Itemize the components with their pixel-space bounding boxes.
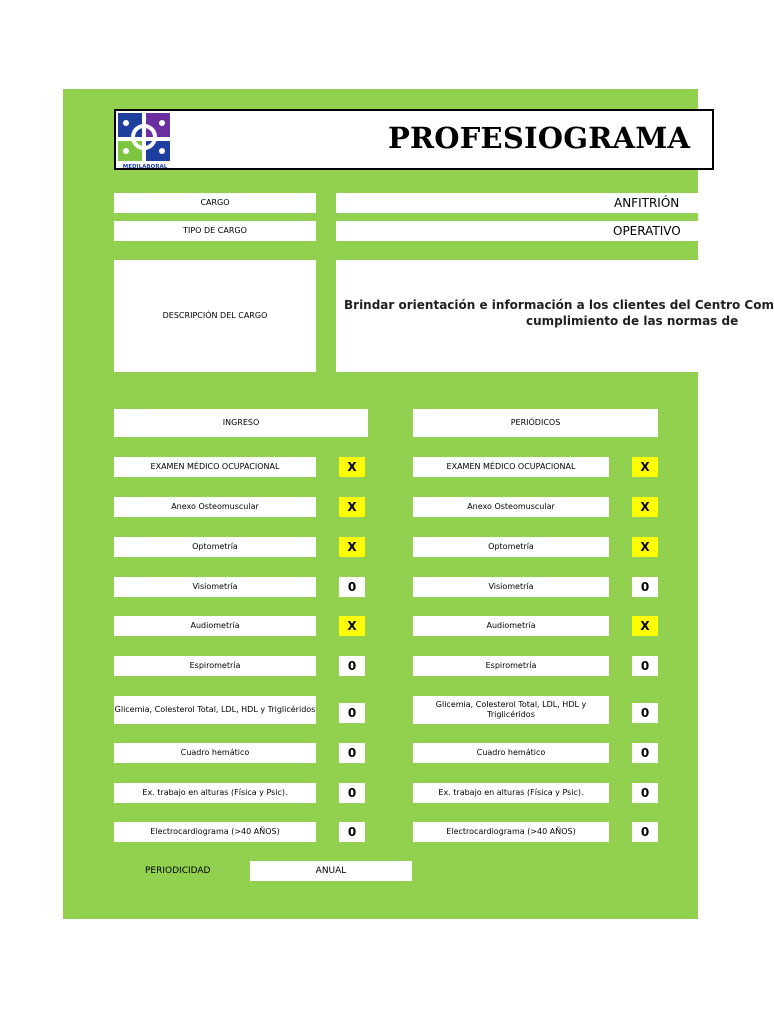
- descripcion-line-1: Brindar orientación e información a los clientes del Centro Com: [344, 298, 774, 312]
- periodicos-exam-label: EXAMEN MÉDICO OCUPACIONAL: [413, 457, 609, 477]
- ingreso-exam-mark: 0: [339, 743, 365, 763]
- cargo-value: ANFITRIÓN: [336, 193, 698, 213]
- descripcion-label: DESCRIPCIÓN DEL CARGO: [114, 260, 316, 372]
- ingreso-exam-label: Espirometría: [114, 656, 316, 676]
- periodicos-exam-label: Anexo Osteomuscular: [413, 497, 609, 517]
- descripcion-line-2: cumplimiento de las normas de: [526, 314, 739, 328]
- periodicos-exam-mark: X: [632, 537, 658, 557]
- periodicos-exam-mark: 0: [632, 656, 658, 676]
- periodicos-exam-label: Electrocardiograma (>40 AÑOS): [413, 822, 609, 842]
- ingreso-exam-label: Optometría: [114, 537, 316, 557]
- page-title: PROFESIOGRAMA: [388, 121, 691, 155]
- periodicos-exam-mark: X: [632, 497, 658, 517]
- cargo-label: CARGO: [114, 193, 316, 213]
- periodicos-exam-mark: X: [632, 616, 658, 636]
- periodicos-exam-mark: 0: [632, 703, 658, 723]
- ingreso-exam-label: Electrocardiograma (>40 AÑOS): [114, 822, 316, 842]
- periodicos-exam-label: Ex. trabajo en alturas (Física y Psic).: [413, 783, 609, 803]
- ingreso-exam-label: Cuadro hemático: [114, 743, 316, 763]
- ingreso-exam-mark: X: [339, 537, 365, 557]
- ingreso-exam-label: Anexo Osteomuscular: [114, 497, 316, 517]
- periodicos-exam-mark: 0: [632, 577, 658, 597]
- ingreso-exam-mark: X: [339, 497, 365, 517]
- ingreso-exam-mark: 0: [339, 703, 365, 723]
- periodicos-exam-mark: 0: [632, 822, 658, 842]
- periodicos-exam-label: Visiometría: [413, 577, 609, 597]
- svg-text:MEDILABORAL: MEDILABORAL: [122, 164, 168, 170]
- periodicos-exam-label: Optometría: [413, 537, 609, 557]
- periodicos-exam-label: Audiometría: [413, 616, 609, 636]
- ingreso-exam-label: Audiometría: [114, 616, 316, 636]
- ingreso-exam-label: EXAMEN MÉDICO OCUPACIONAL: [114, 457, 316, 477]
- ingreso-exam-label: Visiometría: [114, 577, 316, 597]
- periodicos-exam-label: Glicemia, Colesterol Total, LDL, HDL y Triglicéridos: [413, 696, 609, 724]
- tipo-cargo-label: TIPO DE CARGO: [114, 221, 316, 241]
- ingreso-exam-label: Glicemia, Colesterol Total, LDL, HDL y Triglicéridos: [114, 696, 316, 724]
- periodicos-exam-label: Cuadro hemático: [413, 743, 609, 763]
- ingreso-exam-mark: 0: [339, 656, 365, 676]
- ingreso-exam-mark: 0: [339, 783, 365, 803]
- tipo-cargo-value: OPERATIVO: [336, 221, 698, 241]
- descripcion-value: [336, 260, 774, 372]
- ingreso-exam-mark: 0: [339, 577, 365, 597]
- ingreso-header: INGRESO: [114, 409, 368, 437]
- periodicos-header: PERIÓDICOS: [413, 409, 658, 437]
- periodicos-exam-mark: 0: [632, 743, 658, 763]
- periodicos-exam-mark: X: [632, 457, 658, 477]
- periodicidad-value: ANUAL: [250, 861, 412, 881]
- periodicidad-label: PERIODICIDAD: [145, 866, 211, 876]
- ingreso-exam-mark: X: [339, 457, 365, 477]
- periodicos-exam-label: Espirometría: [413, 656, 609, 676]
- company-logo: [116, 111, 174, 169]
- ingreso-exam-mark: 0: [339, 822, 365, 842]
- periodicos-exam-mark: 0: [632, 783, 658, 803]
- ingreso-exam-mark: X: [339, 616, 365, 636]
- ingreso-exam-label: Ex. trabajo en alturas (Física y Psic).: [114, 783, 316, 803]
